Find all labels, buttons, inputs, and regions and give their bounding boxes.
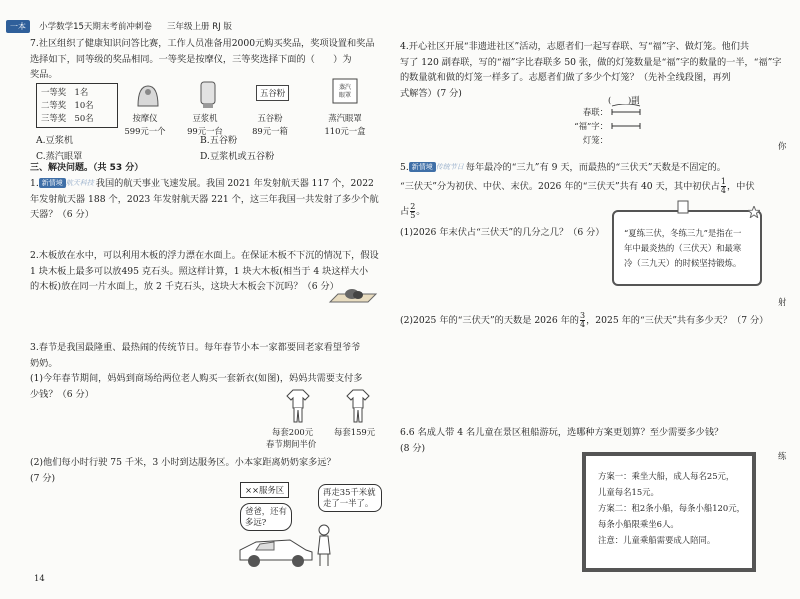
fraction-numerator: 2 bbox=[410, 202, 416, 211]
option-d[interactable]: D.豆浆机或五谷粉 bbox=[200, 150, 275, 162]
diagram-top-label: ( )副 bbox=[608, 95, 640, 105]
plan-line: 方案一：乘坐大船，成人每名25元， bbox=[598, 471, 735, 481]
q3-line: 少钱？（6 分） bbox=[30, 388, 94, 400]
q5-line: 。 bbox=[416, 206, 426, 217]
clothes-price-2: 每套159元 bbox=[334, 427, 376, 437]
q1-line: 年发射航天器 188 个，2023 年发射航天器 221 个，这三年我国一共发射了多少个航 bbox=[30, 193, 379, 205]
q6-line: (8 分) bbox=[400, 442, 426, 454]
saying-line: “夏练三伏，冬练三九”是指在一 bbox=[624, 228, 742, 238]
side-text-3: 练 bbox=[778, 451, 787, 461]
q7-line: 选择如下，同等级的奖品相同。一等奖是按摩仪，三等奖选择下面的（ ）为 bbox=[30, 53, 352, 65]
clothes-note-1: 春节期间半价 bbox=[266, 439, 317, 449]
q7-options bbox=[36, 133, 274, 164]
svg-text:眼罩: 眼罩 bbox=[338, 92, 352, 99]
q3-part2-line: (7 分) bbox=[30, 472, 56, 484]
product-price: 110元一盒 bbox=[324, 126, 366, 136]
q5-part1: (1)2026 年末伏占“三伏天”的几分之几？（6 分） bbox=[400, 227, 605, 238]
q5-line3 bbox=[400, 203, 425, 220]
q5-part2-text: (2)2025 年的“三伏天”的天数是 2026 年的 bbox=[400, 315, 579, 326]
q3-part2 bbox=[30, 455, 336, 486]
q3-part2-line: (2)他们每小时行驶 75 千米，3 小时到达服务区。小本家距离奶奶家多远？ bbox=[30, 457, 336, 468]
bubble-dad-text: 再走35千米就走了一半了。 bbox=[323, 487, 376, 508]
segment-diagram bbox=[610, 104, 670, 134]
star-icon bbox=[748, 206, 760, 218]
product-price: 99元一台 bbox=[187, 126, 223, 136]
massager-image bbox=[134, 80, 162, 110]
label-fu: “福”字： bbox=[574, 121, 608, 131]
plan-board-text bbox=[586, 456, 752, 548]
q1-number: 1. bbox=[30, 178, 39, 189]
header-title: 小学数学15天期末考前冲刺卷 bbox=[39, 22, 152, 32]
q3-text bbox=[30, 340, 363, 402]
new-context-badge: 新情境 bbox=[39, 178, 66, 188]
product-name: 五谷粉 bbox=[257, 113, 283, 123]
fraction-denominator: 5 bbox=[410, 211, 416, 220]
header-grade: 三年级上册 RJ 版 bbox=[167, 22, 232, 32]
saying-line: 年中最炎热的（三伏天）和最寒 bbox=[624, 243, 742, 253]
saying-line: 冷（三九天）的时候坚持锻炼。 bbox=[624, 258, 742, 268]
eye-mask-image bbox=[331, 77, 359, 107]
q4-line: 式解答）(7 分) bbox=[400, 87, 462, 99]
fraction-2-5 bbox=[410, 203, 415, 220]
plan-line: 儿童每名15元。 bbox=[598, 487, 659, 497]
product-price: 89元一箱 bbox=[252, 126, 288, 136]
plan-line: 方案二：租2条小船，每条小船120元， bbox=[598, 503, 745, 513]
speech-bubble-dad bbox=[318, 484, 382, 512]
svg-text:蒸汽: 蒸汽 bbox=[338, 84, 352, 91]
q2-line: 1 块木板上最多可以放495 克石头。照这样计算，1 块大木板(相当于 4 块这样大小 bbox=[30, 265, 369, 277]
q2-text bbox=[30, 248, 379, 295]
clothes-set-1-image bbox=[285, 388, 311, 424]
q4-line: 的数量就和做的灯笼一样多了。志愿者们做了多少个灯笼？（先补全线段图，再列 bbox=[400, 72, 731, 83]
fraction-numerator: 3 bbox=[580, 311, 586, 320]
q3-line: 3.春节是我国最隆重、最热闹的传统节日。每年春节小本一家都要回老家看望爷爷 bbox=[30, 342, 361, 353]
prize-row: 一等奖 1名 bbox=[41, 87, 89, 97]
option-a[interactable]: A.豆浆机 bbox=[36, 135, 74, 146]
label-couplets: 春联： bbox=[582, 107, 608, 117]
soymilk-machine-image bbox=[196, 78, 220, 110]
grain-box-label: 五谷粉 bbox=[260, 88, 286, 98]
q1-text bbox=[30, 176, 379, 223]
fraction-3-4 bbox=[580, 312, 585, 329]
plan-line: 注意：儿童乘船需要成人陪同。 bbox=[598, 535, 716, 545]
q5-line1 bbox=[400, 160, 726, 176]
q5-part2-text: ，2025 年的“三伏天”共有多少天？（7 分） bbox=[586, 315, 769, 326]
clothes-set-2-image bbox=[345, 388, 371, 424]
q5-number: 5. bbox=[400, 162, 409, 173]
car-and-family-image bbox=[236, 520, 336, 570]
bubble-kid-text: 爸爸，还有多远? bbox=[245, 506, 287, 527]
q5-line: 每年最冷的“三九”有 9 天，而最热的“三伏天”天数是不固定的。 bbox=[465, 162, 726, 173]
page-number: 14 bbox=[34, 573, 45, 583]
wood-board-with-stones-image bbox=[328, 284, 378, 308]
clothes-price-1: 每套200元 bbox=[272, 427, 314, 437]
plan-board bbox=[582, 452, 756, 572]
q2-line: 的木板)放在同一片水面上，放 2 千克石头，这块大木板会下沉吗？（6 分） bbox=[30, 281, 339, 292]
q3-line: (1)今年春节期间，妈妈到商场给两位老人购买一套新衣(如图)，妈妈共需要支付多 bbox=[30, 373, 363, 384]
fraction-denominator: 4 bbox=[580, 320, 586, 329]
diagram-labels bbox=[562, 105, 608, 147]
section-title: 三、解决问题。（共 53 分） bbox=[30, 163, 144, 173]
service-area-sign: ××服务区 bbox=[240, 482, 289, 498]
saying-text bbox=[614, 212, 760, 271]
q5-line2 bbox=[400, 178, 755, 195]
topic-badge: 传统节日 bbox=[435, 163, 464, 171]
option-b[interactable]: B.五谷粉 bbox=[200, 135, 238, 146]
q1-line: 我国的航天事业飞速发展。我国 2021 年发射航天器 117 个，2022 bbox=[95, 178, 374, 189]
product-name: 按摩仪 bbox=[132, 113, 158, 123]
topic-badge: 航天科技 bbox=[65, 179, 94, 187]
grain-powder-box bbox=[256, 85, 289, 101]
brand-badge: 一本 bbox=[6, 20, 30, 33]
q1-line: 天器？（6 分） bbox=[30, 209, 94, 220]
side-text-2: 射 bbox=[778, 297, 787, 307]
prize-row: 二等奖 10名 bbox=[41, 100, 94, 110]
q5-line: 占 bbox=[400, 206, 410, 217]
q5-line: ，中伏 bbox=[726, 181, 755, 192]
fraction-1-4 bbox=[721, 178, 726, 195]
option-c[interactable]: C.蒸汽眼罩 bbox=[36, 150, 83, 162]
q6-line: 6.6 名成人带 4 名儿童在景区租船游玩，选哪种方案更划算？至少需要多少钱？ bbox=[400, 427, 724, 438]
fraction-numerator: 1 bbox=[720, 177, 726, 186]
prize-row: 三等奖 50名 bbox=[41, 113, 94, 123]
side-text-1: 你 bbox=[778, 141, 787, 151]
q7-line: 7.社区组织了健康知识问答比赛，工作人员准备用2000元购买奖品，奖项设置和奖品 bbox=[30, 38, 375, 49]
q4-line: 4.开心社区开展“非遗进社区”活动，志愿者们一起写春联、写“福”字、做灯笼。他们共 bbox=[400, 41, 750, 52]
q7-line: 奖品。 bbox=[30, 69, 58, 80]
product-price: 599元一个 bbox=[124, 126, 166, 136]
q2-line: 2.木板放在水中，可以利用木板的浮力漂在水面上。在保证木板不下沉的情况下，假设 bbox=[30, 250, 379, 261]
plan-line: 每条小船限乘坐6人。 bbox=[598, 519, 679, 529]
new-context-badge: 新情境 bbox=[409, 162, 436, 172]
product-name: 蒸汽眼罩 bbox=[328, 113, 362, 123]
clip-icon bbox=[676, 199, 690, 215]
prize-table bbox=[36, 83, 118, 128]
q7-text bbox=[30, 36, 375, 83]
q5-line: “三伏天”分为初伏、中伏、末伏。2026 年的“三伏天”共有 40 天，其中初伏占 bbox=[400, 181, 720, 192]
saying-card bbox=[612, 210, 762, 286]
header-bar bbox=[6, 14, 396, 30]
q4-line: 写了 120 副春联，写的“福”字比春联多 50 张，做的灯笼数量是“福”字的数量的一半，“福”字 bbox=[400, 56, 782, 68]
fraction-denominator: 4 bbox=[720, 186, 726, 195]
q3-line: 奶奶。 bbox=[30, 357, 58, 369]
product-name: 豆浆机 bbox=[192, 113, 218, 123]
label-lanterns: 灯笼： bbox=[582, 135, 608, 145]
q4-text bbox=[400, 39, 781, 101]
q5-part2 bbox=[400, 312, 768, 329]
